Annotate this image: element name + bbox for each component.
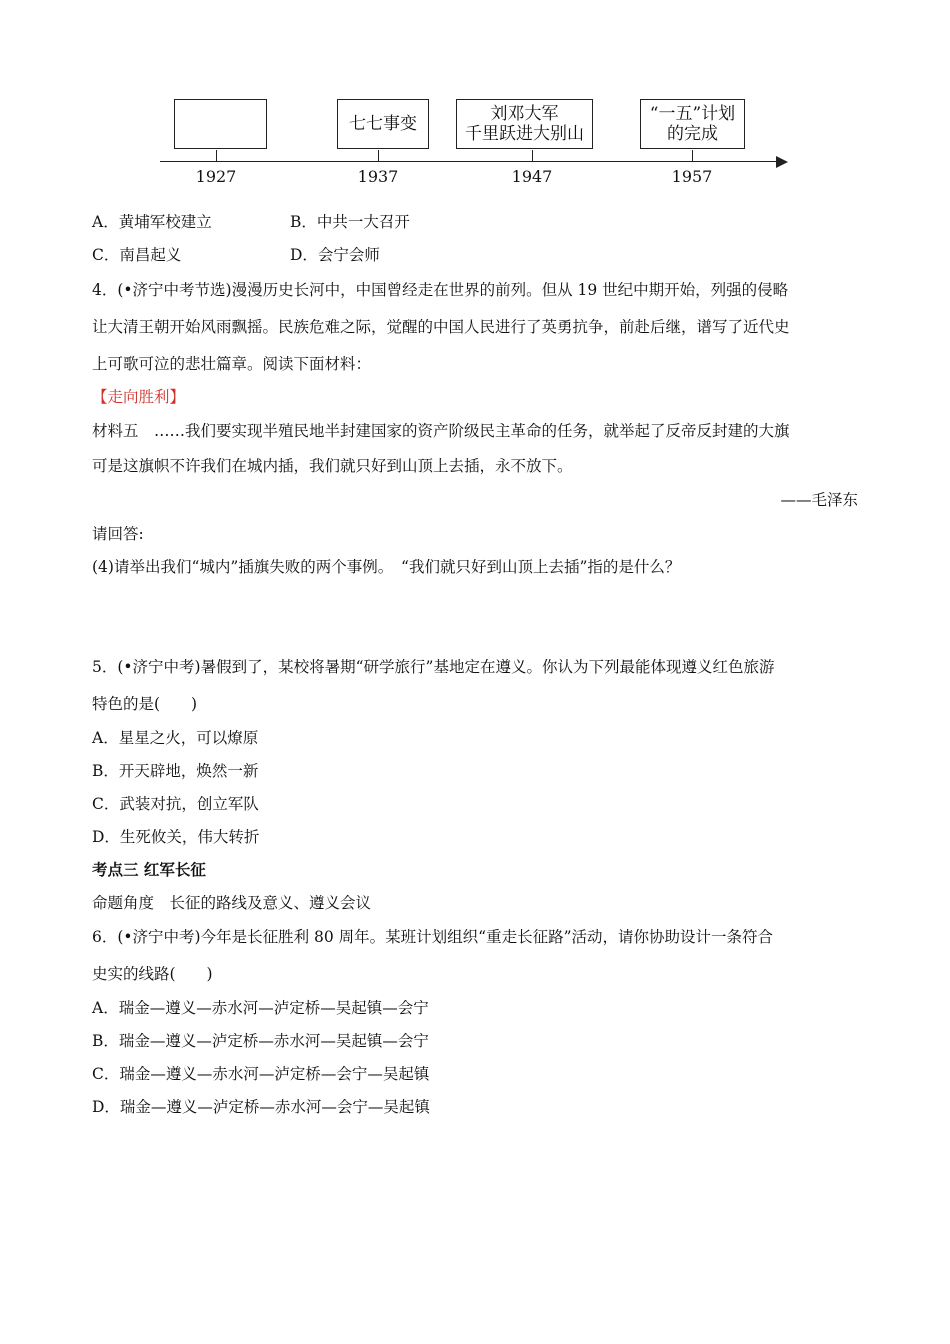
q6-option-b: B．瑞金—遵义—泸定桥—赤水河—吴起镇—会宁	[92, 1032, 429, 1050]
q6-stem-line-1: 6．(•济宁中考)今年是长征胜利 80 周年。某班计划组织“重走长征路”活动，请你协助设计一条符合	[92, 928, 774, 946]
timeline-tick	[692, 150, 693, 161]
timeline-tick	[532, 150, 533, 161]
timeline-tick	[216, 150, 217, 161]
answer-prompt: 请回答:	[92, 525, 144, 543]
q5-option-c: C．武装对抗，创立军队	[92, 795, 259, 813]
timeline-diagram	[160, 95, 800, 195]
timeline-year: 1947	[511, 167, 553, 186]
timeline-axis	[160, 161, 780, 162]
timeline-year: 1927	[195, 167, 237, 186]
q6-option-c: C．瑞金—遵义—赤水河—泸定桥—会宁—吴起镇	[92, 1065, 430, 1083]
section-heading: 【走向胜利】	[92, 388, 186, 406]
q6-option-d: D．瑞金—遵义—泸定桥—赤水河—会宁—吴起镇	[92, 1098, 430, 1116]
material-source: ——毛泽东	[780, 491, 858, 509]
material-line-2: 可是这旗帜不许我们在城内插，我们就只好到山顶上去插，永不放下。	[92, 457, 573, 475]
timeline-box-1947: 刘邓大军 千里跃进大别山	[456, 99, 593, 149]
q6-option-a: A．瑞金—遵义—赤水河—泸定桥—吴起镇—会宁	[92, 999, 429, 1017]
keypoint-title: 考点三 红军长征	[92, 861, 206, 879]
material-line-1: 材料五 ……我们要实现半殖民地半封建国家的资产阶级民主革命的任务，就举起了反帝反封建的大旗	[92, 422, 790, 440]
q3-option-a: A．黄埔军校建立	[92, 213, 212, 231]
timeline-box-1937: 七七事变	[337, 99, 429, 149]
q5-stem-line-1: 5．(•济宁中考)暑假到了，某校将暑期“研学旅行”基地定在遵义。你认为下列最能体现遵义红色旅游	[92, 658, 775, 676]
q4-stem-line-2: 让大清王朝开始风雨飘摇。民族危难之际，觉醒的中国人民进行了英勇抗争，前赴后继，谱写了近代史	[92, 318, 790, 336]
timeline-tick	[378, 150, 379, 161]
q4-stem-line-3: 上可歌可泣的悲壮篇章。阅读下面材料：	[92, 355, 372, 373]
q3-option-c: C．南昌起义	[92, 246, 182, 264]
timeline-year: 1937	[357, 167, 399, 186]
q4-subquestion-4: (4)请举出我们“城内”插旗失败的两个事例。 “我们就只好到山顶上去插”指的是什么？	[92, 558, 681, 576]
q5-option-b: B．开天辟地，焕然一新	[92, 762, 259, 780]
q5-stem-line-2: 特色的是( )	[92, 695, 198, 713]
q5-option-d: D．生死攸关，伟大转折	[92, 828, 260, 846]
timeline-box-blank	[174, 99, 267, 149]
q3-option-d: D．会宁会师	[290, 246, 380, 264]
timeline-year: 1957	[671, 167, 713, 186]
keypoint-angle: 命题角度 长征的路线及意义、遵义会议	[92, 894, 372, 912]
arrow-right-icon	[776, 156, 788, 168]
q3-option-b: B．中共一大召开	[290, 213, 410, 231]
q4-stem-line-1: 4．(•济宁中考节选)漫漫历史长河中，中国曾经走在世界的前列。但从 19 世纪中期开始，列强的侵略	[92, 281, 789, 299]
q5-option-a: A．星星之火，可以燎原	[92, 729, 259, 747]
timeline-box-1957: “一五”计划 的完成	[640, 99, 745, 149]
q6-stem-line-2: 史实的线路( )	[92, 965, 213, 983]
